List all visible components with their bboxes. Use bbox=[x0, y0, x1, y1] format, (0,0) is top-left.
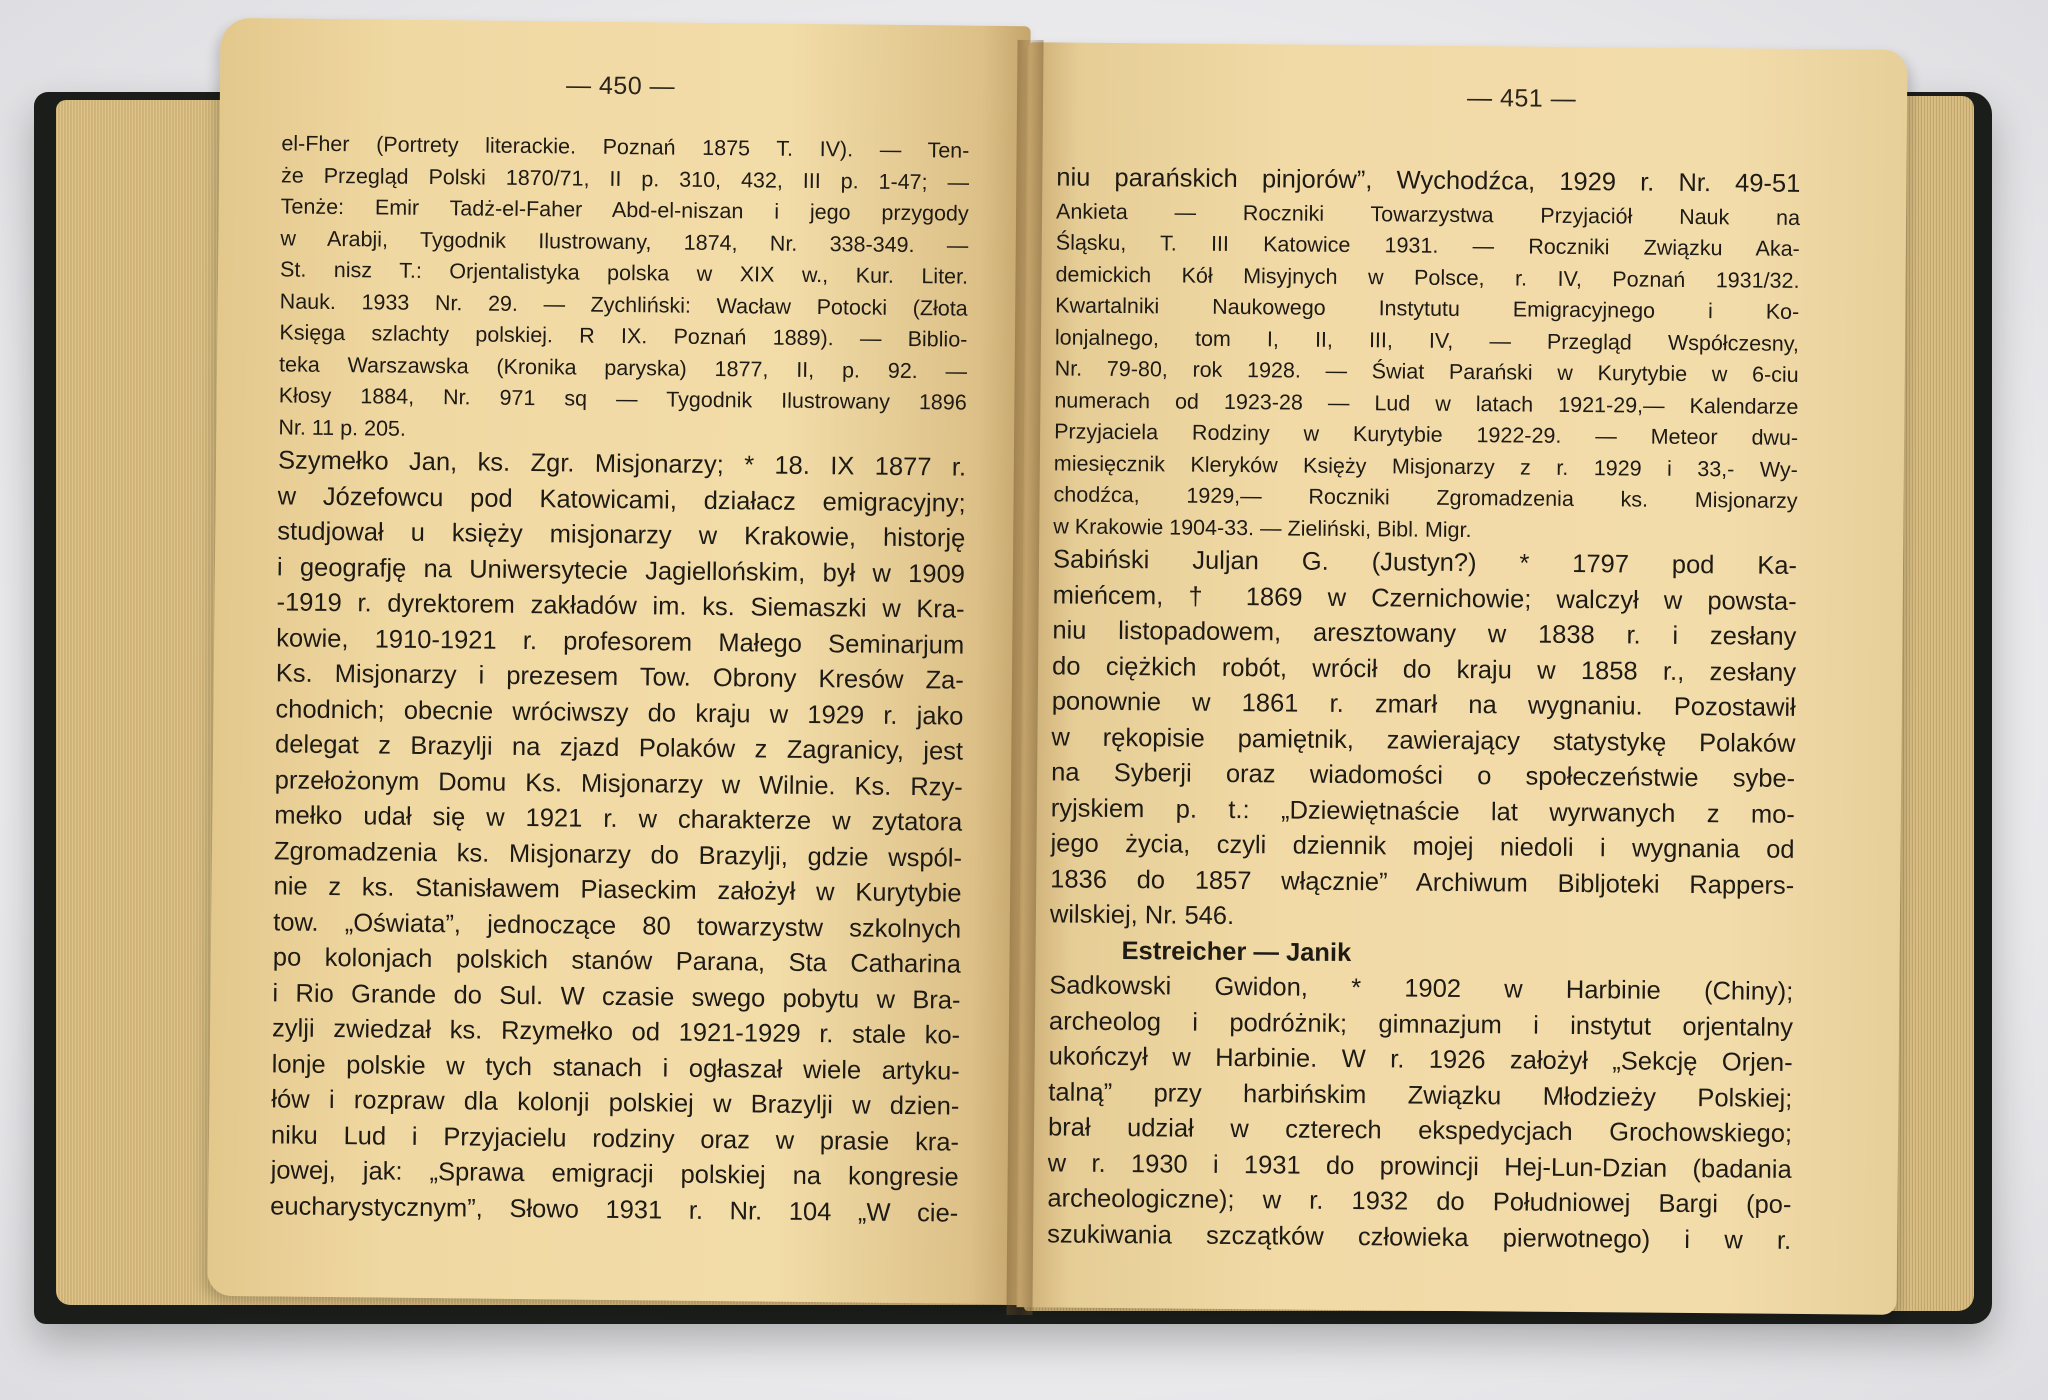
text-line: kowie, 1910-1921 r. profesorem Małego Seminarjum bbox=[276, 623, 965, 660]
text-line: Kłosy 1884, Nr. 971 sq — Tygodnik Ilustrowany 1896 bbox=[278, 383, 967, 415]
sadkowski-entry bbox=[1047, 968, 1793, 1258]
text-line: zylji zwiedzał ks. Rzymełko od 1921-1929 r. stale ko- bbox=[271, 1014, 961, 1050]
text-line: ryjskiem p. t.: „Dziewiętnaście lat wyrwanych z mo- bbox=[1050, 793, 1795, 829]
text-line: w r. 1930 i 1931 do prowincji Hej-Lun-Dzian (badania bbox=[1047, 1148, 1792, 1184]
text-line: ukończył w Harbinie. W r. 1926 założył „Sekcję Orjen- bbox=[1048, 1042, 1793, 1077]
text-line: ponownie w 1861 r. zmarł na wygnaniu. Pozostawił bbox=[1051, 687, 1796, 722]
text-line: lonje polskie w tych stanach i ogłaszał wiele artyku- bbox=[271, 1049, 960, 1086]
text-line: chodźca, 1929,— Roczniki Zgromadzenia ks. Misjonarzy bbox=[1053, 482, 1798, 513]
text-line: Nr. 79-80, rok 1928. — Świat Parański w Kurytybie w 6-ciu bbox=[1054, 356, 1799, 387]
left-page-number: — 450 — bbox=[565, 71, 676, 101]
text-line: że Przegląd Polski 1870/71, II p. 310, 432, III p. 1-47; — bbox=[280, 162, 970, 195]
text-line: na Syberji oraz wiadomości o społeczeństwie sybe- bbox=[1051, 758, 1796, 793]
text-line: w Józefowcu pod Katowicami, działacz emigracyjny; bbox=[277, 481, 966, 518]
right-page-number: — 451 — bbox=[1466, 84, 1577, 113]
text-line: jowej, jak: „Sprawa emigracji polskiej na kongresie bbox=[270, 1156, 959, 1192]
text-line: 1836 do 1857 włącznie” Archiwum Bibljoteki Rappers- bbox=[1050, 864, 1795, 900]
text-line: Szymełko Jan, ks. Zgr. Misjonarzy; * 18. IX 1877 r. bbox=[277, 446, 967, 482]
right-bibliography-block bbox=[1053, 196, 1800, 549]
text-line: wilskiej, Nr. 546. bbox=[1049, 900, 1235, 931]
text-line: teka Warszawska (Kronika paryska) 1877, II, p. 92. — bbox=[278, 351, 968, 384]
sabinski-entry bbox=[1050, 542, 1797, 939]
text-line: Ankieta — Roczniki Towarzystwa Przyjaciół Nauk na bbox=[1055, 198, 1801, 230]
text-line: po kolonjach polskich stanów Parana, Sta Catharina bbox=[272, 943, 961, 979]
text-line: Tenże: Emir Tadż-el-Faher Abd-el-niszan i jego przygody bbox=[280, 194, 969, 226]
text-line: Sadkowski Gwidon, * 1902 w Harbinie (Chiny); bbox=[1049, 971, 1794, 1006]
text-line: Kwartalniki Naukowego Instytutu Emigracyjnego i Ko- bbox=[1055, 293, 1800, 324]
text-line: Nr. 11 p. 205. bbox=[278, 414, 407, 441]
source-line: Estreicher — Janik bbox=[1121, 936, 1352, 967]
text-line: niku Lud i Przyjacielu rodziny oraz w prasie kra- bbox=[270, 1120, 960, 1157]
text-line: demickich Kół Misyjnych w Polsce, r. IV, Poznań 1931/32. bbox=[1055, 261, 1800, 293]
text-line: jego życia, czyli dziennik mojej niedoli i wygnania od bbox=[1050, 829, 1795, 864]
text-line: w Krakowie 1904-33. — Zieliński, Bibl. Migr. bbox=[1053, 513, 1472, 542]
text-line: Księga szlachty polskiej. R IX. Poznań 1889). — Biblio- bbox=[279, 320, 968, 352]
text-line: el-Fher (Portrety literackie. Poznań 1875 T. IV). — Ten- bbox=[281, 131, 970, 163]
text-line: lonjalnego, tom I, II, III, IV, — Przegląd Współczesny, bbox=[1054, 324, 1800, 356]
text-line: i geografję na Uniwersytecie Jagiellońskim, był w 1909 bbox=[276, 552, 966, 589]
text-line: Sabiński Juljan G. (Justyn?) * 1797 pod Ka- bbox=[1052, 545, 1798, 580]
text-line: Ks. Misjonarzy i prezesem Tow. Obrony Kresów Za- bbox=[275, 659, 964, 695]
text-line: numerach od 1923-28 — Lud w latach 1921-29,— Kalendarze bbox=[1054, 387, 1799, 419]
text-line: szukiwania szczątków człowieka pierwotnego) i w r. bbox=[1047, 1219, 1792, 1255]
text-line: brał udział w czterech ekspedycjach Grochowskiego; bbox=[1047, 1113, 1793, 1148]
text-line: Przyjaciela Rodziny w Kurytybie 1922-29. — Meteor dwu- bbox=[1054, 419, 1799, 450]
text-line: w rękopisie pamiętnik, zawierający statystykę Polaków bbox=[1051, 722, 1796, 758]
left-bibliography-block bbox=[278, 128, 969, 450]
text-line: mełko udał się w 1921 r. w charakterze w zytatora bbox=[274, 801, 963, 837]
text-line: miesięcznik Kleryków Księży Misjonarzy z r. 1929 i 33,- Wy- bbox=[1053, 450, 1798, 482]
text-line: przełożonym Domu Ks. Misjonarzy w Wilnie. Ks. Rzy- bbox=[274, 765, 963, 802]
text-line: archeologiczne); w r. 1932 do Południowej Bargi (po- bbox=[1047, 1184, 1792, 1219]
text-line: eucharystycznym”, Słowo 1931 r. Nr. 104 „W cie- bbox=[270, 1191, 959, 1228]
text-line: studjował u księży misjonarzy w Krakowie, historję bbox=[277, 517, 966, 553]
text-line: do ciężkich robót, wrócił do kraju w 1858 r., zesłany bbox=[1051, 651, 1797, 687]
right-page-text bbox=[1047, 160, 1801, 1258]
text-line: w Arabji, Tygodnik Ilustrowany, 1874, Nr. 338-349. — bbox=[280, 225, 969, 258]
text-line: chodnich; obecnie wróciwszy do kraju w 1929 r. jako bbox=[275, 694, 964, 731]
text-line: archeolog i podróżnik; gimnazjum i instytut orjentalny bbox=[1048, 1006, 1794, 1042]
lead-line: niu parańskich pinjorów”, Wychodźca, 1929 r. Nr. 49-51 bbox=[1056, 163, 1801, 198]
text-line: i Rio Grande do Sul. W czasie swego pobytu w Bra- bbox=[272, 978, 961, 1015]
text-line: -1919 r. dyrektorem zakładów im. ks. Siemaszki w Kra- bbox=[276, 588, 965, 624]
text-line: mieńcem, † 1869 w Czernichowie; walczył w powsta- bbox=[1052, 580, 1797, 616]
text-line: Śląsku, T. III Katowice 1931. — Roczniki Związku Aka- bbox=[1055, 230, 1800, 261]
text-line: tow. „Oświata”, jednoczące 80 towarzystw szkolnych bbox=[273, 907, 962, 944]
text-line: niu listopadowem, aresztowany w 1838 r. i zesłany bbox=[1052, 616, 1797, 651]
text-line: Nauk. 1933 Nr. 29. — Zychliński: Wacław Potocki (Złota bbox=[279, 288, 968, 321]
text-line: łów i rozpraw dla kolonji polskiej w Brazylji w dzien- bbox=[271, 1085, 960, 1121]
text-line: talną” przy harbińskim Związku Młodzieży Polskiej; bbox=[1048, 1077, 1793, 1113]
text-line: Zgromadzenia ks. Misjonarzy do Brazylji, gdzie wspól- bbox=[273, 836, 963, 873]
text-line: St. nisz T.: Orjentalistyka polska w XIX w., Kur. Liter. bbox=[279, 257, 969, 289]
text-line: delegat z Brazylji na zjazd Polaków z Zagranicy, jest bbox=[274, 730, 964, 766]
left-page-text bbox=[270, 128, 969, 1231]
text-line: nie z ks. Stanisławem Piaseckim założył w Kurytybie bbox=[273, 872, 962, 908]
left-entry-block bbox=[270, 443, 966, 1231]
left-page bbox=[207, 18, 1030, 1304]
right-page bbox=[1016, 42, 1907, 1315]
